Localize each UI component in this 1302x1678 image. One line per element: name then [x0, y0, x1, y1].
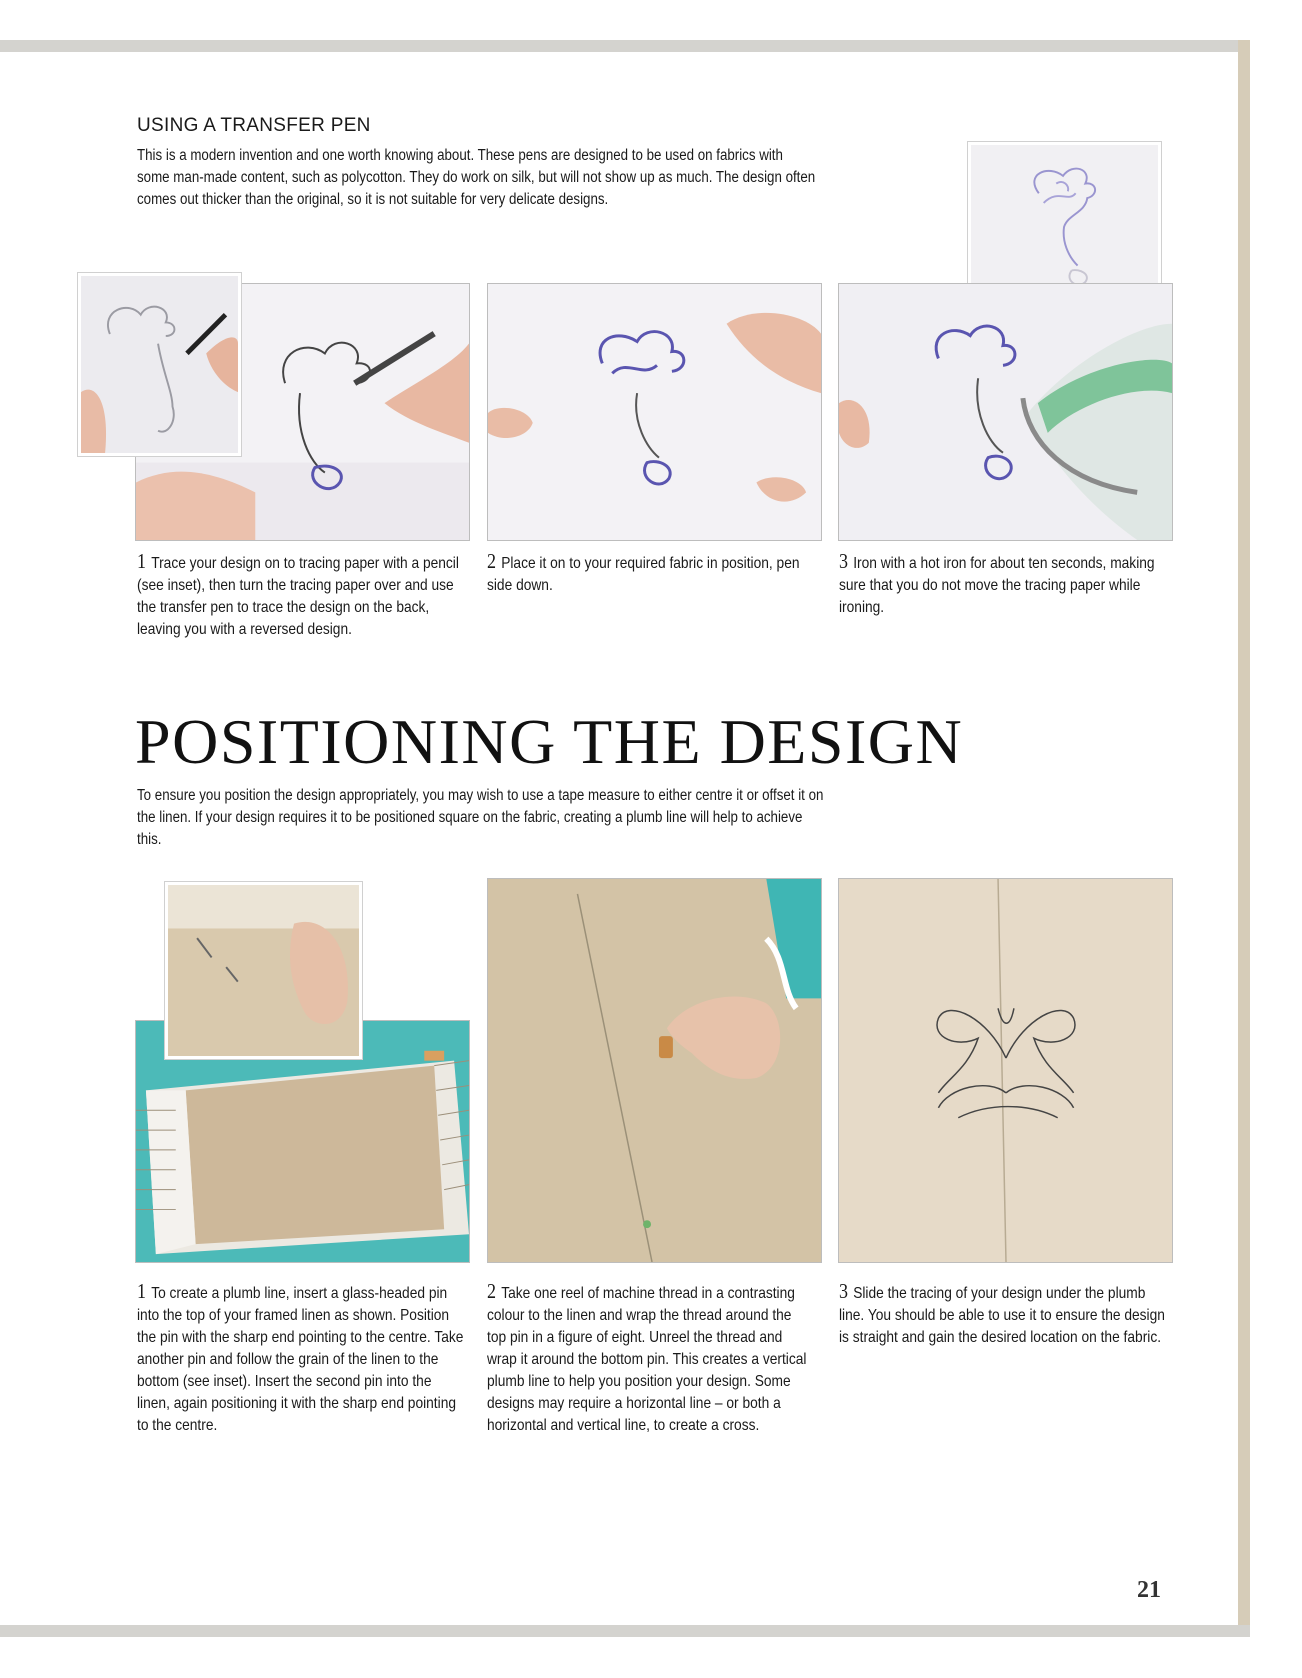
step-number: 2 — [487, 549, 497, 573]
transfer-step-3-caption — [839, 550, 1166, 619]
step-number: 3 — [839, 1279, 849, 1303]
step-number: 3 — [839, 549, 849, 573]
page-frame-top — [0, 40, 1250, 52]
inset-photo-bottom-pin — [165, 882, 362, 1059]
photo-place-on-fabric — [487, 283, 822, 541]
step-number: 2 — [487, 1279, 497, 1303]
step-text: Trace your design on to tracing paper with a pencil (see inset), then turn the tracing paper over and use the transfer pen to trace the design on the back, leaving you with a reversed design. — [137, 555, 459, 638]
transfer-step-1-caption — [137, 550, 464, 641]
positioning-step-3-caption — [839, 1280, 1166, 1349]
step-text: Place it on to your required fabric in position, pen side down. — [487, 555, 800, 594]
section-heading-transfer-pen: USING A TRANSFER PEN — [137, 115, 371, 136]
step-text: To create a plumb line, insert a glass-headed pin into the top of your framed linen as shown. Position the pin with the sharp end pointing to the centre. Take another pin and follow the grain of the linen to the bottom (see inset). Insert the second pin into the linen, again positioning it with the sharp end pointing to the centre. — [137, 1285, 464, 1434]
step-text: Slide the tracing of your design under the plumb line. You should be able to use it to ensure the design is straight and gain the desired location on the fabric. — [839, 1285, 1165, 1346]
photo-design-under-plumb-line — [838, 878, 1173, 1263]
page-title: POSITIONING THE DESIGN — [135, 706, 964, 777]
step-number: 1 — [137, 1279, 147, 1303]
positioning-intro: To ensure you position the design appropriately, you may wish to use a tape measure to either centre it or offset it on the linen. If your design requires it to be positioned square on the fabric, creating a plumb line will help to achieve this. — [137, 787, 824, 848]
page-number: 21 — [1137, 1577, 1161, 1603]
photo-iron-transfer — [838, 283, 1173, 541]
inset-photo-pencil-tracing — [78, 273, 241, 456]
page-frame-bottom — [0, 1625, 1250, 1637]
transfer-pen-intro: This is a modern invention and one worth knowing about. These pens are designed to be used on fabrics with some man-made content, such as polycotton. They do work on silk, but will not show up as much. The design often comes out thicker than the original, so it is not suitable for very delicate designs. — [137, 147, 816, 208]
positioning-step-1-caption — [137, 1280, 464, 1437]
step-text: Iron with a hot iron for about ten seconds, making sure that you do not move the tracing paper while ironing. — [839, 555, 1155, 616]
step-text: Take one reel of machine thread in a contrasting colour to the linen and wrap the thread around the top pin in a figure of eight. Unreel the thread and wrap it around the bottom pin. This creates a vertical plumb line to help you position your design. Some designs may require a horizontal line – or both a horizontal and vertical line, to create a cross. — [487, 1285, 807, 1434]
positioning-step-2-caption — [487, 1280, 814, 1437]
photo-thread-plumb-line — [487, 878, 822, 1263]
step-number: 1 — [137, 549, 147, 573]
page-frame-right — [1238, 40, 1250, 1637]
transfer-step-2-caption — [487, 550, 814, 597]
